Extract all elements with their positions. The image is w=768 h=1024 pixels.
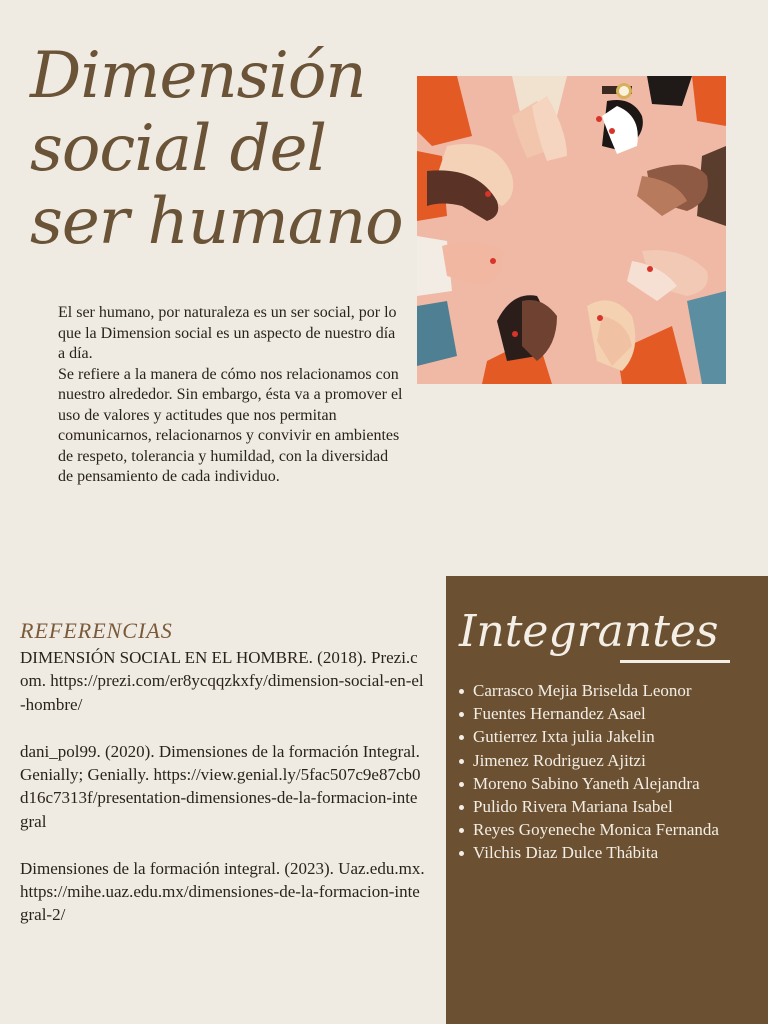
member-item: Pulido Rivera Mariana Isabel bbox=[473, 795, 763, 818]
holding-hands-illustration bbox=[417, 76, 726, 384]
reference-item: dani_pol99. (2020). Dimensiones de la formación Integral. Genially; Genially. https://view.genial.ly/5fac507c9e87cb0d16c7313f/presentation-dimensiones-de-la-formacion-integral bbox=[20, 741, 421, 831]
references-section bbox=[20, 618, 425, 950]
title-line-3: ser humano bbox=[30, 185, 403, 259]
member-item: Jimenez Rodriguez Ajitzi bbox=[473, 749, 763, 772]
member-item: Moreno Sabino Yaneth Alejandra bbox=[473, 772, 763, 795]
page-title bbox=[30, 40, 410, 259]
title-line-2: social del bbox=[30, 112, 326, 186]
members-list bbox=[473, 679, 763, 865]
references-heading: REFERENCIAS bbox=[20, 618, 173, 643]
members-title-underline bbox=[620, 660, 730, 663]
reference-item: Dimensiones de la formación integral. (2023). Uaz.edu.mx. https://mihe.uaz.edu.mx/dimensiones-de-la-formacion-integral-2/ bbox=[20, 858, 425, 925]
intro-text: El ser humano, por naturaleza es un ser social, por lo que la Dimension social es un aspecto de nuestro día a día. Se refiere a la manera de cómo nos relacionamos con nuestro alrededor. Sin embargo, ésta va a promover el uso de valores y actitudes que nos permitan comunicarnos, relacionarnos y convivir en ambientes de respeto, tolerancia y humildad, con la diversidad de pensamiento de cada individuo. bbox=[58, 304, 403, 485]
member-item: Vilchis Diaz Dulce Thábita bbox=[473, 841, 763, 864]
member-item: Fuentes Hernandez Asael bbox=[473, 702, 763, 725]
member-item: Carrasco Mejia Briselda Leonor bbox=[473, 679, 763, 702]
member-item: Gutierrez Ixta julia Jakelin bbox=[473, 725, 763, 748]
intro-paragraph bbox=[58, 303, 403, 488]
reference-item: DIMENSIÓN SOCIAL EN EL HOMBRE. (2018). Prezi.com. https://prezi.com/er8ycqqzkxfy/dimension-social-en-el-hombre/ bbox=[20, 648, 424, 714]
member-item: Reyes Goyeneche Monica Fernanda bbox=[473, 818, 763, 841]
title-line-1: Dimensión bbox=[30, 39, 366, 113]
members-panel bbox=[446, 576, 768, 1024]
members-title: Integrantes bbox=[459, 606, 719, 657]
